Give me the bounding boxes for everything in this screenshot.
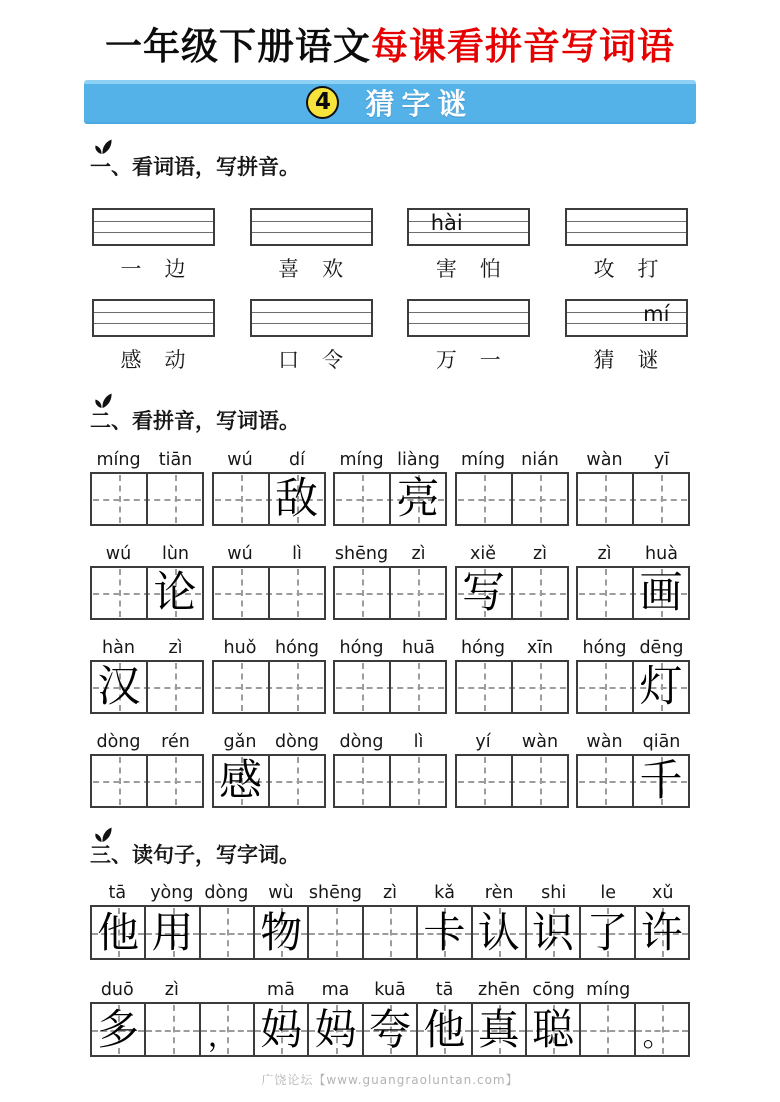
pinyin-row [333,635,447,659]
character-cell [146,474,202,524]
character-cell [457,662,511,712]
answer-character: 画 [639,567,683,618]
word-label: 猜 谜 [593,348,660,372]
pinyin-word-group [455,447,569,526]
pinyin-syllable: rèn [484,883,514,903]
pinyin-row [90,541,204,565]
pinyin-ruled-box [565,208,688,246]
pinyin-ruled-box [92,208,215,246]
character-cell [389,756,445,806]
pinyin-row [90,635,204,659]
character-cell [92,1004,144,1055]
character-cell [362,907,416,958]
pinyin-box-row [90,299,690,374]
pinyin-syllable: wú [227,450,253,470]
pinyin-syllable: dí [289,450,305,470]
pinyin-syllable: dòng [204,883,249,903]
pinyin-row [333,541,447,565]
character-cell [144,1004,198,1055]
pinyin-syllable: xīn [526,638,554,658]
pinyin-syllable: dòng [339,732,384,752]
character-cell [578,662,632,712]
pinyin-row [455,447,569,471]
answer-character: 敌 [275,473,318,524]
pinyin-word-group [455,541,569,620]
answer-character: 夸 [368,1004,411,1054]
answer-character: 论 [153,567,197,618]
word-pinyin-group [92,208,215,283]
pinyin-syllable: hóng [339,638,384,658]
answer-character: 了 [586,907,629,957]
pinyin-syllable: wú [227,544,253,564]
pinyin-syllable: zì [168,638,183,658]
pinyin-syllable: shi [541,883,567,903]
page-title-subject: 每课看拼音写词语 [371,25,675,68]
pinyin-word-group [333,635,447,714]
pinyin-syllable: zhēn [478,980,521,1000]
pinyin-word-group [576,447,690,526]
pinyin-word-group [333,729,447,808]
pinyin-syllable: yī [653,450,670,470]
answer-character: 许 [640,907,683,957]
pinyin-syllable: tā [108,883,127,903]
answer-character: 真 [477,1004,520,1054]
character-cell [92,568,146,618]
answer-character: 物 [260,907,303,957]
character-cell [634,1004,688,1055]
pinyin-word-group [333,541,447,620]
pinyin-syllable: liàng [397,450,440,470]
character-cell [632,474,688,524]
pinyin-syllable: wàn [586,732,623,752]
character-cell [214,568,268,618]
pinyin-syllable: huà [645,544,678,564]
word-grid-row [90,447,690,526]
answer-character: 他 [423,1004,466,1054]
pinyin-row [212,729,326,753]
character-cell [511,474,567,524]
character-cell [511,568,567,618]
character-cell [578,474,632,524]
pinyin-syllable: lùn [161,544,190,564]
sentence-line [90,977,690,1057]
answer-character: 写 [462,567,505,618]
character-cell [416,1004,470,1055]
pinyin-syllable: kǎ [434,883,455,903]
character-cell [268,474,324,524]
character-cell [335,756,389,806]
pinyin-row [455,541,569,565]
character-grid-box [455,472,569,526]
pinyin-syllable: míng [96,450,141,470]
pinyin-ruled-box [250,299,373,337]
character-cell [214,474,268,524]
character-grid-box [90,472,204,526]
character-grid-box [576,566,690,620]
pinyin-syllable: lì [413,732,424,752]
answer-character: 灯 [639,661,683,712]
answer-character: 千 [639,755,683,806]
word-pinyin-group [565,299,688,374]
pinyin-word-group [212,447,326,526]
character-cell [457,568,511,618]
character-cell [335,568,389,618]
character-grid-box [90,566,204,620]
word-label: 万 一 [435,348,502,372]
word-grid-row [90,729,690,808]
character-cell [199,907,253,958]
word-label: 感 动 [120,348,187,372]
pinyin-syllable: ma [321,980,350,1000]
punctuation-mark: ， [207,1019,238,1054]
word-grid-row [90,635,690,714]
pinyin-word-group [90,729,204,808]
character-cell [578,568,632,618]
pinyin-syllable: huǒ [223,638,257,658]
pinyin-word-group [90,541,204,620]
character-cell [92,756,146,806]
character-cell [634,907,688,958]
character-grid-box [212,660,326,714]
pinyin-syllable: zì [382,883,398,903]
pinyin-syllable: míng [586,980,631,1000]
lesson-banner [84,80,696,124]
character-cell [335,474,389,524]
section-3-heading-text: 三、读句子，写字词。 [90,843,300,867]
character-cell [92,474,146,524]
character-cell [335,662,389,712]
character-cell [253,907,307,958]
pinyin-row [212,635,326,659]
pinyin-row [455,635,569,659]
pinyin-syllable: gǎn [223,732,257,752]
character-cell [253,1004,307,1055]
character-grid-box [455,754,569,808]
sentence-grid-strip [90,1002,690,1057]
character-cell [579,907,633,958]
character-grid-box [212,472,326,526]
pinyin-row [90,447,204,471]
answer-character: 妈 [314,1004,357,1054]
character-cell [471,907,525,958]
pinyin-ruled-box [565,299,688,337]
pinyin-word-group [212,635,326,714]
pinyin-row [576,541,690,565]
character-grid-box [333,566,447,620]
section-2-heading [90,408,690,434]
character-cell [579,1004,633,1055]
word-label: 害 怕 [435,257,502,281]
character-cell [144,907,198,958]
answer-character: 用 [151,907,194,957]
answer-character: 聪 [532,1004,575,1054]
answer-character: 感 [219,755,262,806]
lesson-number-badge [306,86,339,119]
character-cell [416,907,470,958]
answer-character: 卡 [423,907,466,957]
pinyin-syllable: tā [435,980,454,1000]
pinyin-syllable: mā [267,980,295,1000]
pinyin-syllable: zì [532,544,548,564]
pinyin-word-group [90,635,204,714]
character-grid-box [212,754,326,808]
word-pinyin-group [250,208,373,283]
character-cell [471,1004,525,1055]
character-grid-box [333,472,447,526]
pinyin-syllable: shēng [308,883,363,903]
pinyin-syllable: yòng [150,883,194,903]
pinyin-syllable: hóng [582,638,627,658]
answer-character: 认 [477,907,520,957]
word-pinyin-group [407,208,530,283]
page-title [0,24,780,70]
pinyin-row [212,541,326,565]
pinyin-ruled-box [250,208,373,246]
answer-character: 亮 [396,473,440,524]
pinyin-row [576,635,690,659]
pinyin-syllable: lì [292,544,302,564]
character-cell [457,474,511,524]
watermark: 广饶论坛【www.guangraoluntan.com】 [261,1073,519,1087]
pinyin-word-group [576,635,690,714]
pinyin-word-group [455,729,569,808]
character-cell [632,756,688,806]
character-cell [389,568,445,618]
lesson-number: 4 [314,89,331,115]
pinyin-answer: hài [430,211,463,235]
pinyin-answer: mí [643,302,670,326]
pinyin-row [333,729,447,753]
word-pinyin-group [407,299,530,374]
character-cell [268,662,324,712]
word-pinyin-group [250,299,373,374]
pinyin-syllable: xǔ [652,883,674,903]
character-cell [578,756,632,806]
section-2 [90,408,690,808]
pinyin-syllable: le [600,883,617,903]
character-cell [199,1004,253,1055]
pinyin-syllable: míng [339,450,384,470]
answer-character: 汉 [97,661,141,712]
sprout-icon [93,827,114,843]
word-pinyin-group [565,208,688,283]
pinyin-syllable: kuā [374,980,406,1000]
word-label: 口 令 [278,348,345,372]
section-1-rows [90,208,690,374]
character-grid-box [90,754,204,808]
word-label: 攻 打 [593,257,660,281]
pinyin-row [576,447,690,471]
pinyin-syllable: wàn [521,732,559,752]
pinyin-syllable: shēng [334,544,389,564]
section-3-lines [90,880,690,1057]
character-grid-box [90,660,204,714]
section-1-heading-text: 一、看词语，写拼音。 [90,155,300,179]
character-cell [214,756,268,806]
character-cell [511,756,567,806]
answer-character: 他 [97,907,140,957]
pinyin-syllable: huā [402,638,435,658]
section-1 [90,154,690,374]
pinyin-syllable: zì [597,544,612,564]
pinyin-syllable: xiě [470,544,496,564]
section-2-heading-text: 二、看拼音，写词语。 [90,409,300,433]
pinyin-row [90,729,204,753]
character-grid-box [455,660,569,714]
pinyin-word-group [212,729,326,808]
pinyin-row [90,880,690,904]
sentence-grid-strip [90,905,690,960]
pinyin-syllable: zì [164,980,179,1000]
section-1-heading [90,154,690,180]
character-cell [92,662,146,712]
word-pinyin-group [92,299,215,374]
page-title-grade: 一年级下册语文 [105,25,371,68]
pinyin-syllable: cōng [532,980,575,1000]
word-label: 喜 欢 [278,257,345,281]
character-cell [632,662,688,712]
character-cell [307,907,361,958]
character-grid-box [576,754,690,808]
sprout-icon [93,139,114,155]
character-cell [525,1004,579,1055]
pinyin-row [455,729,569,753]
character-cell [214,662,268,712]
character-cell [389,474,445,524]
character-cell [511,662,567,712]
pinyin-word-group [212,541,326,620]
pinyin-word-group [576,729,690,808]
character-cell [362,1004,416,1055]
character-grid-box [333,754,447,808]
section-2-rows [90,447,690,808]
pinyin-syllable: nián [521,450,559,470]
pinyin-syllable: hóng [461,638,505,658]
section-3 [90,842,690,1057]
pinyin-row [576,729,690,753]
character-cell [457,756,511,806]
sentence-line [90,880,690,960]
pinyin-ruled-box [407,299,530,337]
character-cell [525,907,579,958]
pinyin-syllable: zì [411,544,426,564]
character-grid-box [576,472,690,526]
character-cell [146,662,202,712]
character-cell [146,568,202,618]
pinyin-syllable: míng [460,450,506,470]
pinyin-ruled-box [92,299,215,337]
answer-character: 识 [532,907,575,957]
character-cell [268,568,324,618]
character-grid-box [333,660,447,714]
sprout-icon [93,393,114,409]
pinyin-syllable: tiān [158,450,193,470]
pinyin-syllable: hàn [102,638,135,658]
pinyin-ruled-box [407,208,530,246]
pinyin-word-group [333,447,447,526]
character-cell [632,568,688,618]
character-grid-box [455,566,569,620]
character-cell [307,1004,361,1055]
pinyin-syllable: hóng [275,638,319,658]
character-grid-box [212,566,326,620]
pinyin-row [212,447,326,471]
lesson-title: 猜字谜 [365,86,474,121]
pinyin-word-group [576,541,690,620]
word-grid-row [90,541,690,620]
pinyin-row [333,447,447,471]
section-3-heading [90,842,690,868]
pinyin-syllable: wú [105,544,132,564]
pinyin-syllable: dòng [96,732,141,752]
pinyin-row [90,977,690,1001]
pinyin-box-row [90,208,690,283]
character-cell [146,756,202,806]
pinyin-syllable: wù [268,883,294,903]
pinyin-word-group [455,635,569,714]
pinyin-word-group [90,447,204,526]
punctuation-mark: 。 [642,1019,673,1054]
character-grid-box [576,660,690,714]
word-label: 一 边 [120,257,187,281]
pinyin-syllable: dòng [274,732,319,752]
pinyin-syllable: rén [161,732,190,752]
pinyin-syllable: wàn [586,450,623,470]
character-cell [92,907,144,958]
answer-character: 多 [97,1004,140,1054]
pinyin-syllable: yí [475,732,491,752]
character-cell [389,662,445,712]
answer-character: 妈 [260,1004,303,1054]
character-cell [268,756,324,806]
worksheet-content [90,154,690,1057]
pinyin-syllable: qiān [642,732,681,752]
pinyin-syllable: duō [100,980,134,1000]
pinyin-syllable: dēng [639,638,684,658]
